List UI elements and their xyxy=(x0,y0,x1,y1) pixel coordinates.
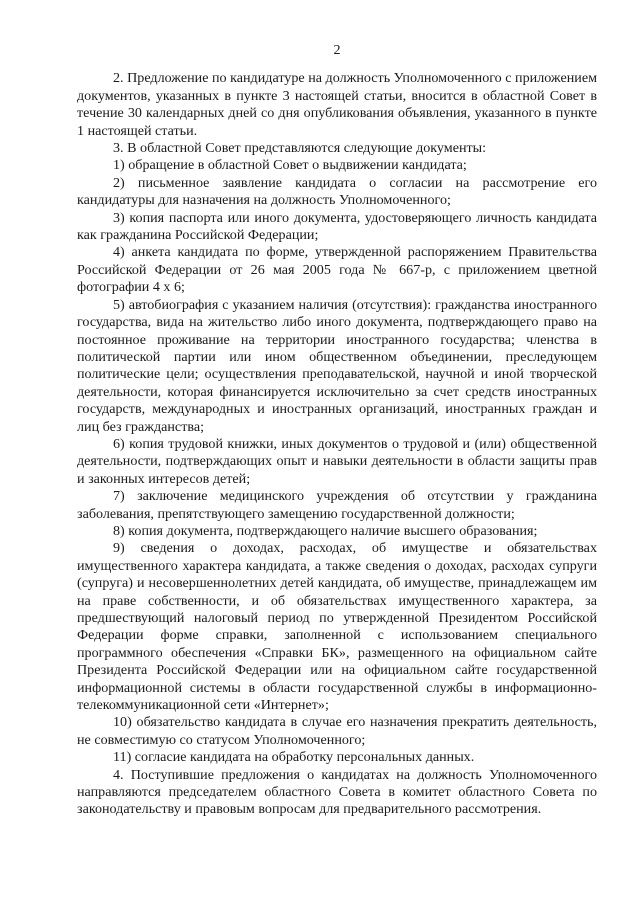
document-page xyxy=(77,42,597,819)
list-item-10: 10) обязательство кандидата в случае его назначения прекратить деятельность, не совместимую со статусом Уполномоченного; xyxy=(77,714,597,748)
paragraph-item-4: 4. Поступившие предложения о кандидатах на должность Уполномоченного направляются председателем областного Совета в комитет областного Совета по законодательству и правовым вопросам для предварительного рассмотрения. xyxy=(77,766,597,818)
list-item-4: 4) анкета кандидата по форме, утвержденной распоряжением Правительства Российской Федерации от 26 мая 2005 года № 667-р, с приложением цветной фотографии 4 х 6; xyxy=(77,244,597,296)
list-item-5: 5) автобиография с указанием наличия (отсутствия): гражданства иностранного государства, вида на жительство либо иного документа, подтверждающего право на постоянное проживание на территории иностранного государства; членства в политической партии или ином общественном объединении, преследующем политические цели; осуществления преподавательской, научной и иной творческой деятельности, которая финансируется исключительно за счет средств иностранных государств, международных и иностранных организаций, иностранных граждан и лиц без гражданства; xyxy=(77,296,597,435)
paragraph-item-3: 3. В областной Совет представляются следующие документы: xyxy=(113,140,487,157)
list-item-8: 8) копия документа, подтверждающего наличие высшего образования; xyxy=(113,522,538,539)
list-item-9: 9) сведения о доходах, расходах, об имуществе и обязательствах имущественного характера кандидата, а также сведения о доходах, расходах супруги (супруга) и несовершеннолетних детей кандидата, об имуществе, принадлежащем им на праве собственности, и об обязательствах имущественного характера, за предшествующий налоговый период по утвержденной Президентом Российской Федерации форме справки, заполненной с использованием специального программного обеспечения «Справки БК», размещенного на официальном сайте Президента Российской Федерации или на официальном сайте государственной информационной системы в области государственной службы в информационно-телекоммуникационной сети «Интернет»; xyxy=(77,540,597,714)
page-number: 2 xyxy=(333,42,341,58)
paragraph-item-2: 2. Предложение по кандидатуре на должность Уполномоченного с приложением документов, указанных в пункте 3 настоящей статьи, вносится в областной Совет в течение 30 календарных дней со дня опубликования объявления, указанного в пункте 1 настоящей статьи. xyxy=(77,70,597,139)
list-item-3: 3) копия паспорта или иного документа, удостоверяющего личность кандидата как гражданина Российской Федерации; xyxy=(77,209,597,244)
list-item-11: 11) согласие кандидата на обработку персональных данных. xyxy=(113,749,475,766)
list-item-2: 2) письменное заявление кандидата о согласии на рассмотрение его кандидатуры для назначения на должность Уполномоченного; xyxy=(77,174,597,209)
list-item-1: 1) обращение в областной Совет о выдвижении кандидата; xyxy=(113,157,467,174)
list-item-7: 7) заключение медицинского учреждения об отсутствии у гражданина заболевания, препятствующего замещению государственной должности; xyxy=(77,488,597,522)
list-item-6: 6) копия трудовой книжки, иных документов о трудовой и (или) общественной деятельности, подтверждающих опыт и навыки деятельности в области защиты прав и законных интересов детей; xyxy=(77,435,597,487)
